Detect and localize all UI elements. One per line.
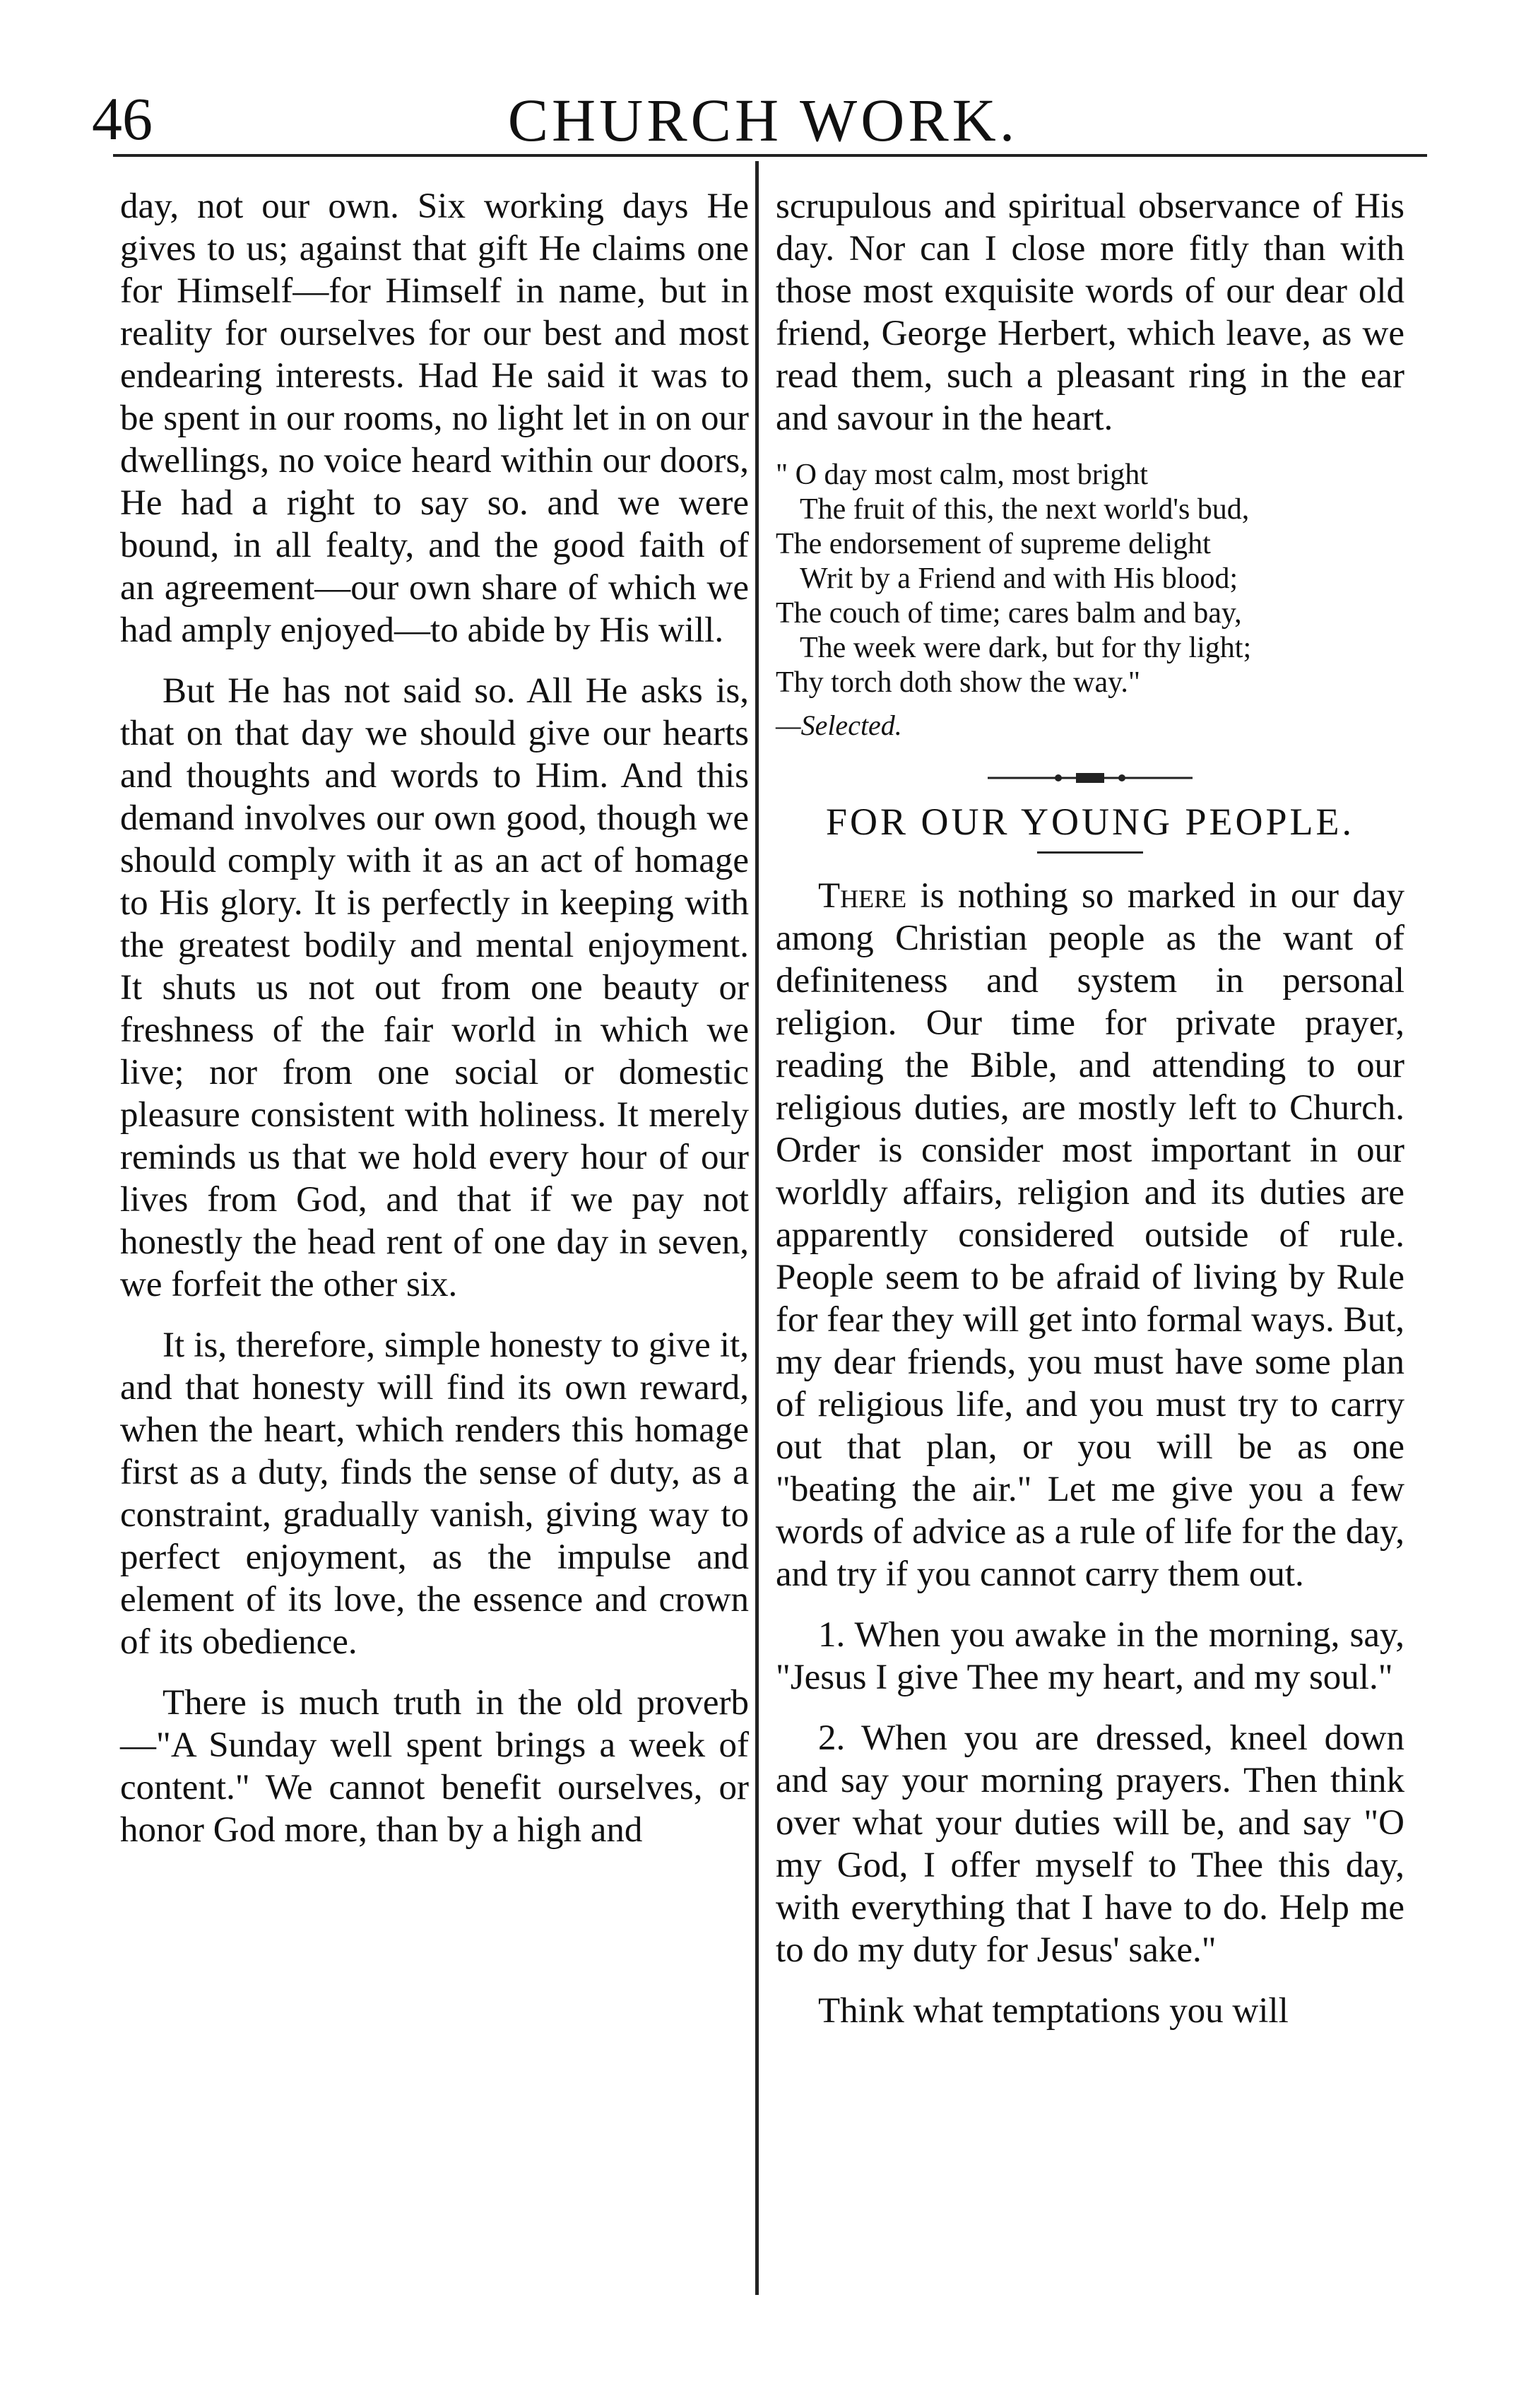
section-rule <box>1037 851 1143 854</box>
poem-line: The week were dark, but for thy light; <box>800 632 1252 664</box>
column-divider <box>755 161 759 2295</box>
section-intro-paragraph <box>776 875 1404 1595</box>
poem <box>776 458 1404 700</box>
header-rule <box>113 154 1427 157</box>
page-number: 46 <box>92 85 153 153</box>
section-intro-text: is nothing so marked in our day among Christian people as the want of definiteness and system in personal religion. Our time for private prayer, reading the Bible, and attending to our religious duties, are mostly left to Church. Order is consider most important in our worldly affairs, religion and its duties are apparently considered outside of rule. People seem to be afraid of living by Rule for fear they will get into formal ways. But, my dear friends, you must have some plan of religious life, and you must try to carry out that plan, or you will be as one "beating the air." Let me give you a few words of advice as a rule of life for the day, and try if you cannot carry them out. <box>776 876 1404 1594</box>
section-title: FOR OUR YOUNG PEOPLE. <box>825 801 1355 843</box>
left-paragraph-1: day, not our own. Six working days He gives to us; against that gift He claims one for Himself—for Himself in name, but in reality for ourselves for our best and most endearing interests. Had He said it was to be spent in our rooms, no light let in on our dwellings, no voice heard within our doors, He had a right to say so. and we were bound, in all fealty, and the good faith of an agreement—our own share of which we had amply enjoyed—to abide by His will. <box>120 187 749 650</box>
poem-line: " O day most calm, most bright <box>776 459 1148 491</box>
poem-source: —Selected. <box>776 709 902 741</box>
right-column <box>776 185 1404 2050</box>
left-paragraph-2: But He has not said so. All He asks is, that on that day we should give our hearts and thoughts and words to Him. And this demand involves our own good, though we should comply with it as an act of homage to His glory. It is perfectly in keeping with the greatest bodily and mental enjoyment. It shuts us not out from one beauty or freshness of the fair world in which we live; nor from one social or domestic pleasure consistent with holiness. It merely reminds us that we hold every hour of our lives from God, and that if we pay not honestly the head rent of one day in seven, we forfeit the other six. <box>120 671 749 1304</box>
section-drop-word: There <box>818 876 907 916</box>
section-rule-2: 2. When you are dressed, kneel down and say your morning prayers. Then think over what your duties will be, and say "O my God, I offer myself to Thee this day, with everything that I have to do. Help me to do my duty for Jesus' sake." <box>776 1718 1404 1970</box>
section-rule-1: 1. When you awake in the morning, say, "Jesus I give Thee my heart, and my soul." <box>776 1615 1404 1697</box>
page-header <box>92 78 1434 163</box>
poem-line: The couch of time; cares balm and bay, <box>776 597 1242 630</box>
right-continuation-paragraph: scrupulous and spiritual observance of His day. Nor can I close more fitly than with those most exquisite words of our dear old friend, George Herbert, which leave, as we read them, such a pleasant ring in the ear and savour in the heart. <box>776 187 1404 438</box>
left-paragraph-4: There is much truth in the old proverb—"A Sunday well spent brings a week of content." We cannot benefit ourselves, or honor God more, than by a high and <box>120 1683 749 1850</box>
poem-line: Writ by a Friend and with His blood; <box>800 562 1238 595</box>
poem-line: Thy torch doth show the way." <box>776 666 1140 699</box>
running-title: CHURCH WORK. <box>507 86 1019 154</box>
section-continuation: Think what temptations you will <box>818 1991 1289 2031</box>
poem-line: The fruit of this, the next world's bud, <box>800 493 1250 526</box>
ornament-divider <box>776 764 1404 792</box>
left-column <box>120 185 749 1870</box>
left-paragraph-3: It is, therefore, simple honesty to give it, and that honesty will find its own reward, when the heart, which renders this homage first as a duty, finds the sense of duty, as a constraint, gradually vanish, giving way to perfect enjoyment, as the impulse and element of its love, the essence and crown of its obedience. <box>120 1326 749 1662</box>
poem-line: The endorsement of supreme delight <box>776 528 1211 560</box>
